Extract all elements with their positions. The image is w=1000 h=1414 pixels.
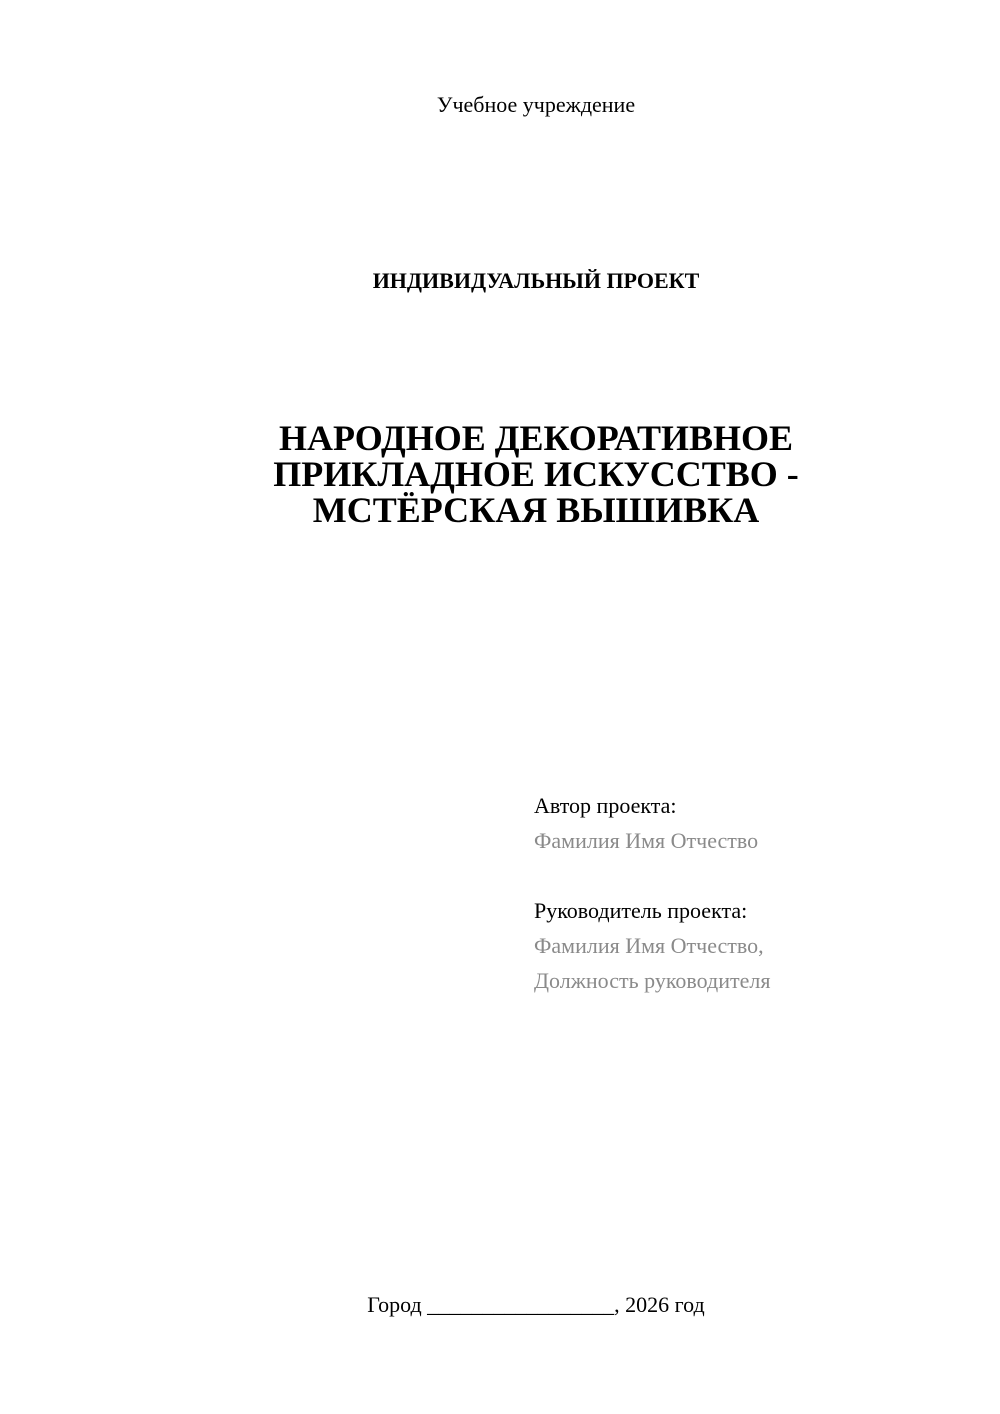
city-year-line: Город _________________, 2026 год (367, 1292, 705, 1317)
project-title-line: МСТЁРСКАЯ ВЫШИВКА (312, 490, 760, 530)
spacer (534, 858, 974, 893)
project-title-line: НАРОДНОЕ ДЕКОРАТИВНОЕ (278, 418, 794, 458)
institution-name: Учебное учреждение (436, 92, 636, 117)
project-credits (534, 788, 974, 998)
project-title (180, 420, 892, 528)
author-name: Фамилия Имя Отчество (534, 828, 759, 853)
supervisor-label: Руководитель проекта: (534, 898, 748, 923)
author-label: Автор проекта: (534, 793, 677, 818)
supervisor-position: Должность руководителя (534, 968, 771, 993)
project-title-line: ПРИКЛАДНОЕ ИСКУССТВО - (273, 454, 799, 494)
document-type: ИНДИВИДУАЛЬНЫЙ ПРОЕКТ (372, 268, 700, 293)
supervisor-name: Фамилия Имя Отчество, (534, 933, 764, 958)
